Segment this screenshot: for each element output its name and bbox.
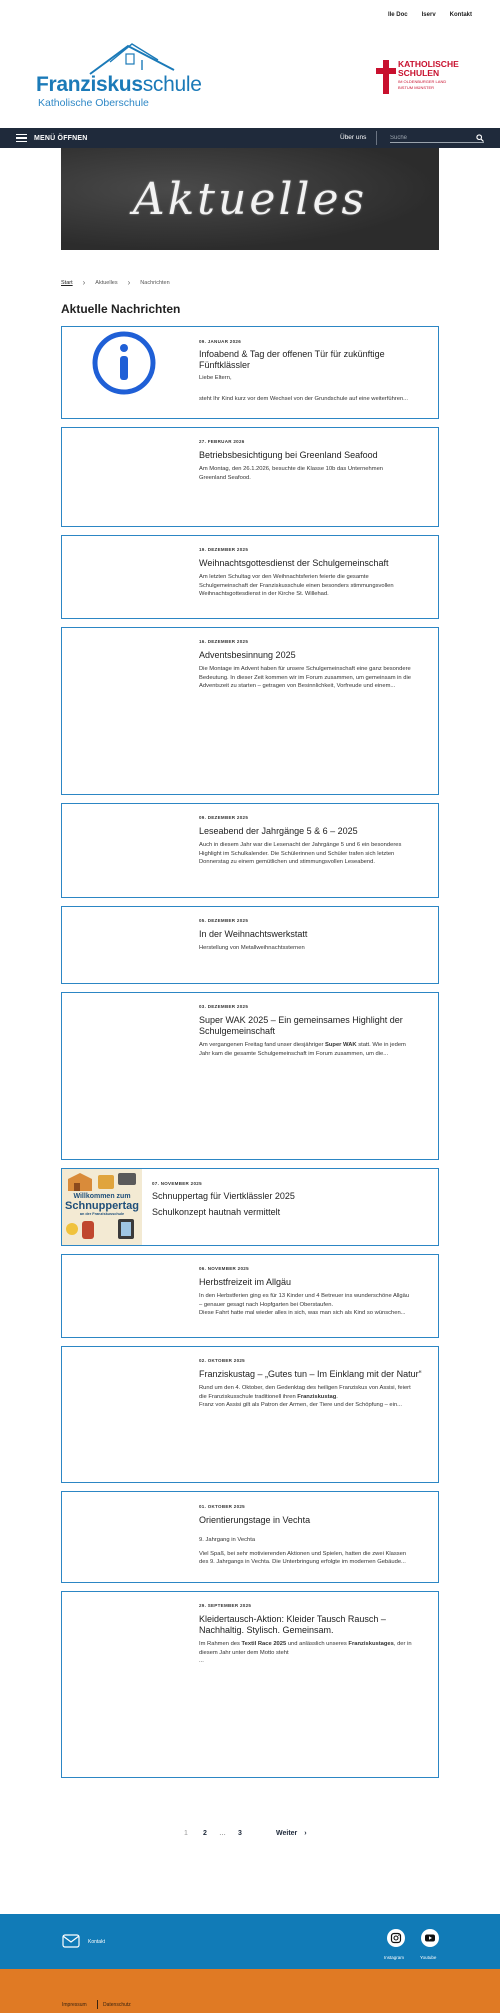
news-card[interactable] — [61, 1491, 439, 1583]
excerpt-bold: Super WAK — [325, 1042, 357, 1048]
news-date: 09. JANUAR 2026 — [199, 339, 242, 344]
excerpt-line: Am letzten Schultag vor den Weihnachtsferien feierte die gesamte — [199, 574, 369, 580]
breadcrumb-aktuelles[interactable]: Aktuelles — [95, 279, 118, 286]
news-excerpt — [199, 1536, 454, 1567]
search-icon[interactable] — [476, 134, 484, 142]
news-excerpt — [199, 374, 439, 403]
partner-line3: IM OLDENBURGER LAND — [398, 79, 447, 84]
news-date: 29. SEPTEMBER 2025 — [199, 1603, 252, 1608]
news-date: 03. DEZEMBER 2025 — [199, 1004, 249, 1009]
news-title: Herbstfreizeit im Allgäu — [199, 1277, 292, 1287]
thumb-line2: Schnuppertag — [65, 1200, 139, 1212]
news-excerpt — [199, 665, 449, 691]
footer-main — [0, 1914, 500, 1969]
excerpt-line: Highlight im Schulkalender. Die Schülerinnen und Schüler trafen sich letzten — [199, 850, 395, 857]
excerpt-line: Adventszeit zu starten – getragen von Besinnlichkeit, Vorfreude und einem... — [199, 683, 396, 689]
roof-icon — [88, 40, 176, 76]
breadcrumb-start[interactable]: Start — [61, 279, 73, 286]
excerpt-part: Im Rahmen des — [199, 1641, 242, 1647]
page-title: Aktuelle Nachrichten — [61, 302, 181, 316]
page-link-3[interactable]: 3 — [238, 1829, 242, 1837]
news-date: 16. DEZEMBER 2025 — [199, 639, 249, 644]
hero-title: Aktuelles — [132, 174, 368, 225]
excerpt-line: Viel Spaß, bei sehr motivierenden Aktionen und Spielen, hatten die zwei Klassen — [199, 1550, 407, 1557]
excerpt-part: , der in — [393, 1641, 412, 1647]
news-excerpt — [199, 1292, 449, 1318]
excerpt-line: Die Montage im Advent haben für unsere Schulgemeinschaft eine ganz besondere — [199, 666, 411, 672]
school-logo[interactable] — [36, 40, 202, 110]
hamburger-icon — [16, 134, 27, 142]
excerpt-line — [199, 1041, 449, 1050]
news-date: 05. DEZEMBER 2025 — [199, 918, 249, 923]
news-card[interactable] — [61, 427, 439, 527]
excerpt-line: Am Montag, den 26.1.2026, besuchte die Klasse 10b das Unternehmen — [199, 466, 384, 472]
news-title: Super WAK 2025 – Ein gemeinsames Highlight der Schulgemeinschaft — [199, 1015, 403, 1036]
news-date: 02. OKTOBER 2025 — [199, 1358, 245, 1363]
news-title: Leseabend der Jahrgänge 5 & 6 – 2025 — [199, 826, 358, 836]
excerpt-line: Jahr kam die gesamte Schulgemeinschaft im Forum zusammen, um die... — [199, 1050, 389, 1057]
cross-icon — [376, 60, 396, 94]
news-card[interactable] — [61, 535, 439, 619]
breadcrumb-current: Nachrichten — [140, 279, 170, 286]
link-ile-doc[interactable]: Ile Doc — [387, 12, 408, 18]
next-page-link[interactable] — [276, 1830, 307, 1837]
news-card[interactable] — [61, 1591, 439, 1778]
excerpt-line: Auch in diesem Jahr war die Lesenacht der Jahrgänge 5 und 6 ein besonderes — [199, 842, 402, 848]
partner-line2: SCHULEN — [398, 68, 440, 78]
news-excerpt — [199, 1384, 454, 1410]
link-iserv[interactable]: Iserv — [421, 12, 436, 18]
excerpt-line: diesem Jahr unter dem Motto steht — [199, 1649, 289, 1656]
youtube-button[interactable] — [421, 1929, 439, 1947]
news-card[interactable] — [61, 1346, 439, 1483]
imprint-link[interactable]: Impressum — [62, 2002, 87, 2008]
news-title: Orientierungstage in Vechta — [199, 1515, 311, 1525]
thumb-text — [62, 1193, 142, 1216]
news-title: Franziskustag – „Gutes tun – Im Einklang mit der Natur“ — [199, 1369, 422, 1379]
school-name-bold: Franziskus — [36, 73, 143, 96]
news-card[interactable] — [61, 992, 439, 1160]
news-card[interactable] — [61, 906, 439, 984]
news-excerpt — [199, 465, 439, 482]
news-date: 09. DEZEMBER 2025 — [199, 815, 249, 820]
news-date: 27. FEBRUAR 2026 — [199, 439, 245, 444]
excerpt-line: Franz von Assisi gilt als Patron der Armen, der Tiere und der Schöpfung – ein... — [199, 1402, 402, 1408]
excerpt-line: des 9. Jahrgangs in Vechta. Die Unterbringung erfolgte im modernen Gebäude... — [199, 1559, 406, 1565]
brand-header — [0, 30, 500, 128]
excerpt-part: Am vergangenen Freitag fand unser diesjähriger — [199, 1042, 325, 1048]
excerpt-line: die Franziskusschule traditionell ihren Franziskustag. — [199, 1393, 338, 1400]
thumb-line3: an der Franziskusschule — [79, 1212, 125, 1216]
school-name — [36, 73, 202, 97]
excerpt-line: 9. Jahrgang in Vechta — [199, 1537, 256, 1543]
youtube-label: Youtube — [420, 1955, 437, 1960]
excerpt-line — [199, 1640, 454, 1649]
nav-divider — [376, 131, 377, 145]
schnuppertag-thumbnail — [62, 1169, 142, 1245]
news-title: Betriebsbesichtigung bei Greenland Seafood — [199, 450, 378, 460]
nav-about-link[interactable]: Über uns — [340, 134, 367, 141]
news-card[interactable] — [61, 803, 439, 898]
partner-text — [398, 60, 459, 90]
excerpt-part: und anlässlich unseres — [286, 1641, 349, 1647]
search-input[interactable] — [390, 133, 484, 143]
news-excerpt — [199, 573, 449, 599]
excerpt-part: statt. Wie in jedem — [356, 1042, 406, 1048]
thumb-line1: Willkommen zum — [73, 1193, 131, 1200]
excerpt-line: Greenland Seafood. — [199, 474, 251, 481]
link-kontakt[interactable]: Kontakt — [449, 12, 472, 18]
news-date: 19. DEZEMBER 2025 — [199, 547, 249, 552]
excerpt-line: steht Ihr Kind kurz vor dem Wechsel von der Grundschule auf eine weiterführen... — [199, 395, 409, 402]
main-nav — [0, 128, 500, 148]
partner-line4: BISTUM MÜNSTER — [398, 85, 434, 90]
news-excerpt — [199, 1640, 454, 1666]
legal-divider — [97, 2000, 98, 2009]
excerpt-line: In den Herbstferien ging es für 13 Kinder und 4 Betreuer ins wunderschöne Allgäu — [199, 1293, 410, 1299]
excerpt-bold: Franziskustages — [348, 1641, 394, 1647]
top-links — [0, 0, 500, 30]
news-excerpt — [199, 944, 449, 953]
excerpt-line: Schulgemeinschaft der Franziskusschule einen besonders stimmungsvollen — [199, 582, 394, 589]
excerpt-line: Liebe Eltern, — [199, 375, 232, 381]
mail-icon[interactable] — [62, 1934, 80, 1948]
instagram-icon — [387, 1929, 405, 1947]
news-title: Kleidertausch-Aktion: Kleider Tausch Rausch – Nachhaltig. Stylisch. Gemeinsam. — [199, 1614, 386, 1635]
next-page-label: Weiter — [276, 1829, 298, 1837]
news-list — [61, 326, 439, 1778]
excerpt-line: Rund um den 4. Oktober, den Gedenktag des heiligen Franziskus von Assisi, feiert — [199, 1385, 411, 1391]
excerpt-line: Bedeutung. In dieser Zeit kommen wir im Forum zusammen, um gemeinsam in die — [199, 674, 411, 681]
footer-contact-link[interactable]: Kontakt — [88, 1939, 105, 1945]
menu-open-button[interactable] — [0, 134, 88, 142]
news-card[interactable] — [61, 1254, 439, 1338]
news-title: Infoabend & Tag der offenen Tür für zukünftige Fünftklässler — [199, 349, 385, 370]
excerpt-line: – genauer gesagt nach Hopfgarten bei Oberstaufen. — [199, 1301, 334, 1308]
news-card[interactable] — [61, 326, 439, 419]
footer-legal — [0, 1969, 500, 2013]
news-subtitle: Schulkonzept hautnah vermittelt — [152, 1207, 281, 1217]
news-card[interactable] — [61, 1168, 439, 1246]
news-title: Weihnachtsgottesdienst der Schulgemeinschaft — [199, 558, 389, 568]
page-current: 1 — [184, 1829, 188, 1837]
excerpt-line: Weihnachtsgottesdienst in der Kirche St. Willehad. — [199, 591, 329, 597]
partner-logo[interactable] — [376, 58, 464, 98]
privacy-link[interactable]: Datenschutz — [103, 2002, 131, 2008]
news-title: In der Weihnachtswerkstatt — [199, 929, 308, 939]
hero-banner — [61, 148, 439, 250]
page-ellipsis: … — [219, 1829, 226, 1837]
news-title: Schnuppertag für Viertklässler 2025 — [152, 1191, 295, 1201]
news-card[interactable] — [61, 627, 439, 795]
instagram-button[interactable] — [387, 1929, 405, 1947]
menu-open-label: MENÜ ÖFFNEN — [34, 134, 88, 142]
excerpt-line: Diese Fahrt hatte mal wieder alles in sich, was man sich als Kind so wünschen... — [199, 1310, 406, 1316]
excerpt-bold: Franziskustag — [297, 1393, 337, 1400]
excerpt-line: Herstellung von Metallweihnachtssternen — [199, 945, 305, 951]
page-link-2[interactable]: 2 — [203, 1829, 207, 1837]
excerpt-spacer — [199, 383, 439, 395]
instagram-label: Instagram — [384, 1955, 405, 1960]
school-subtitle: Katholische Oberschule — [38, 97, 149, 109]
youtube-icon — [421, 1929, 439, 1947]
news-excerpt — [199, 841, 449, 867]
news-excerpt — [199, 1041, 449, 1058]
school-name-thin: schule — [142, 73, 202, 96]
excerpt-line: ... — [199, 1658, 204, 1664]
partner-line1: KATHOLISCHE — [398, 59, 459, 69]
chevron-right-icon: › — [82, 278, 86, 287]
info-icon — [92, 331, 156, 395]
excerpt-bold: Textil Race 2025 — [241, 1641, 287, 1647]
excerpt-line: Donnerstag zu einem gemütlichen und stimmungsvollen Leseabend. — [199, 859, 375, 865]
news-date: 06. NOVEMBER 2025 — [199, 1266, 249, 1271]
excerpt-part: die Franziskusschule traditionell ihren — [199, 1393, 298, 1400]
breadcrumb — [61, 278, 439, 287]
news-date: 01. OKTOBER 2025 — [199, 1504, 245, 1509]
news-date: 07. NOVEMBER 2025 — [152, 1181, 202, 1186]
chevron-right-icon: › — [304, 1829, 307, 1837]
chevron-right-icon: › — [127, 278, 131, 287]
news-title: Adventsbesinnung 2025 — [199, 650, 296, 660]
